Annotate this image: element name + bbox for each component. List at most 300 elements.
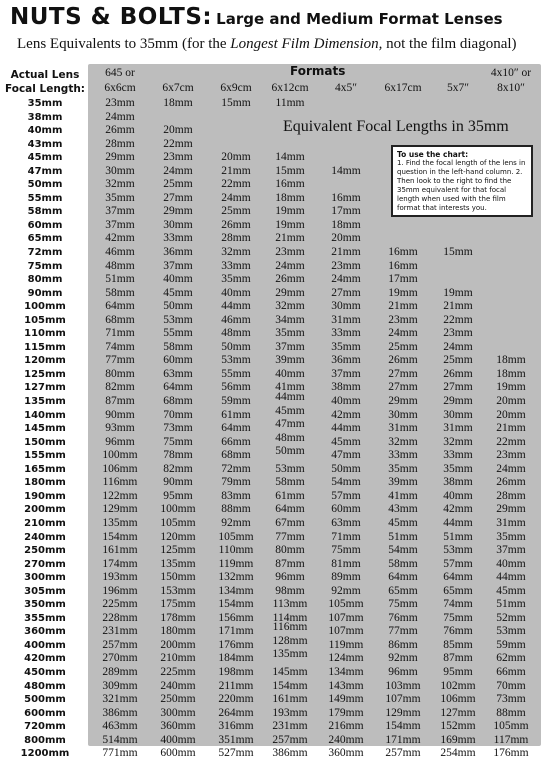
equivalent-cell: 28mm (496, 489, 526, 502)
equivalent-cell: 129mm (102, 503, 138, 516)
equivalent-cell: 107mm (328, 611, 364, 624)
equivalent-cell: 23mm (388, 313, 418, 326)
subtitle-a: Lens Equivalents to 35mm (for the (17, 36, 231, 52)
equivalent-cell: 56mm (221, 381, 251, 394)
equivalent-cell: 196mm (102, 584, 138, 597)
equivalent-cell: 66mm (221, 435, 251, 448)
equivalent-cell: 176mm (493, 747, 529, 760)
equivalent-cell: 240mm (328, 733, 364, 746)
equivalent-cell: 270mm (102, 652, 138, 665)
equivalent-cell: 32mm (388, 435, 418, 448)
equivalent-cell: 85mm (443, 638, 473, 651)
equivalent-cell: 77mm (275, 530, 305, 543)
equivalent-cell: 23mm (443, 327, 473, 340)
table-row (0, 720, 552, 734)
table-row (0, 178, 552, 192)
equivalent-cell: 19mm (388, 286, 418, 299)
equivalent-cell: 19mm (443, 286, 473, 299)
lens-focal-length: 80mm (27, 274, 63, 286)
equivalent-cell: 117mm (493, 733, 529, 746)
lens-focal-length: 305mm (24, 585, 66, 597)
equivalent-cell: 82mm (163, 462, 193, 475)
equivalent-cell: 31mm (496, 516, 526, 529)
equivalent-cell: 88mm (496, 706, 526, 719)
column-header (263, 67, 317, 97)
equivalent-cell: 32mm (443, 435, 473, 448)
equivalent-cell: 20mm (331, 232, 361, 245)
equivalent-cell: 17mm (388, 273, 418, 286)
equivalent-cell: 120mm (160, 530, 196, 543)
equivalent-cell: 45mm (331, 435, 361, 448)
table-row (0, 246, 552, 260)
lens-focal-length: 720mm (24, 721, 66, 733)
page-title (10, 4, 503, 30)
equivalent-cell: 35mm (331, 340, 361, 353)
equivalent-cell: 58mm (163, 340, 193, 353)
equivalent-cell: 60mm (163, 354, 193, 367)
equivalent-cell: 73mm (496, 693, 526, 706)
table-row (0, 314, 552, 328)
equivalent-cell: 156mm (218, 611, 254, 624)
equivalent-cell: 61mm (275, 489, 305, 502)
lens-focal-length: 500mm (24, 694, 66, 706)
equivalent-cell: 35mm (388, 462, 418, 475)
equivalent-cell: 152mm (440, 720, 476, 733)
equivalent-cell: 174mm (102, 557, 138, 570)
equivalent-cell: 18mm (496, 354, 526, 367)
table-row (0, 544, 552, 558)
lens-column-header (2, 68, 88, 96)
equivalent-cell: 113mm (272, 598, 308, 611)
equivalent-cell: 14mm (331, 164, 361, 177)
equivalent-cell: 20mm (163, 124, 193, 137)
equivalent-cell: 30mm (163, 218, 193, 231)
table-row (0, 341, 552, 355)
subtitle-b: Longest Film Dimension, (230, 36, 383, 52)
equivalent-cell: 37mm (163, 259, 193, 272)
equivalent-cell: 18mm (163, 97, 193, 109)
equivalent-cell: 80mm (105, 367, 135, 380)
column-header-line2: 6x17cm (384, 82, 422, 94)
equivalent-cell: 82mm (105, 381, 135, 394)
equivalent-cell: 26mm (105, 124, 135, 137)
equivalent-cell: 74mm (105, 340, 135, 353)
lens-focal-length: 155mm (24, 450, 66, 462)
equivalent-cell: 80mm (275, 544, 305, 557)
equivalent-cell: 24mm (221, 191, 251, 204)
lens-focal-length: 210mm (24, 517, 66, 529)
equivalent-cell: 24mm (388, 327, 418, 340)
equivalent-cell: 29mm (105, 151, 135, 164)
equivalent-cell: 53mm (275, 462, 305, 475)
equivalent-cell: 30mm (331, 300, 361, 313)
equivalent-cell: 15mm (275, 164, 305, 177)
equivalent-cell: 64mm (163, 381, 193, 394)
equivalent-cell: 63mm (331, 516, 361, 529)
equivalent-cell: 100mm (102, 449, 138, 462)
lens-focal-length: 190mm (24, 490, 66, 502)
equivalent-cell: 53mm (221, 354, 251, 367)
equivalent-cell: 178mm (160, 611, 196, 624)
equivalent-cell: 54mm (331, 476, 361, 489)
equivalent-cell: 45mm (388, 516, 418, 529)
equivalent-cell: 87mm (275, 557, 305, 570)
equivalent-cell: 93mm (105, 422, 135, 435)
column-header-line1 (209, 67, 263, 80)
equivalent-cell: 41mm (388, 489, 418, 502)
equivalent-cell: 193mm (102, 571, 138, 584)
equivalent-cell: 65mm (443, 584, 473, 597)
lens-focal-length: 55mm (27, 192, 63, 204)
equivalent-cell: 19mm (275, 205, 305, 218)
equivalent-cell: 29mm (496, 503, 526, 516)
equivalent-cell: 59mm (496, 638, 526, 651)
table-row (0, 260, 552, 274)
table-row (0, 165, 552, 179)
equivalent-cell: 264mm (218, 706, 254, 719)
equivalent-cell: 75mm (163, 435, 193, 448)
equivalent-cell: 125mm (160, 544, 196, 557)
column-header-line1 (151, 67, 205, 80)
equivalent-cell: 134mm (218, 584, 254, 597)
lens-focal-length: 105mm (24, 314, 66, 326)
equivalent-cell: 35mm (443, 462, 473, 475)
equivalent-cell: 64mm (275, 503, 305, 516)
equivalent-cell: 29mm (163, 205, 193, 218)
equivalent-cell: 89mm (331, 571, 361, 584)
equivalent-cell: 50mm (275, 445, 305, 458)
equivalent-cell: 135mm (272, 648, 308, 661)
equivalent-cell: 22mm (163, 137, 193, 150)
equivalent-cell: 92mm (331, 584, 361, 597)
equivalent-cell: 171mm (218, 625, 254, 638)
lens-focal-length: 45mm (27, 152, 63, 164)
equivalent-cell: 161mm (272, 693, 308, 706)
equivalent-cell: 29mm (388, 395, 418, 408)
equivalent-cell: 72mm (221, 462, 251, 475)
table-row (0, 368, 552, 382)
column-header (209, 67, 263, 97)
equivalent-cell: 105mm (493, 720, 529, 733)
equivalent-cell: 68mm (105, 313, 135, 326)
lens-focal-length: 270mm (24, 558, 66, 570)
table-row (0, 192, 552, 206)
equivalent-cell: 39mm (275, 354, 305, 367)
table-row (0, 219, 552, 233)
equivalent-cell: 21mm (275, 232, 305, 245)
table-row (0, 232, 552, 246)
equivalent-cell: 119mm (218, 557, 254, 570)
equivalent-cell: 40mm (443, 489, 473, 502)
equivalent-cell: 400mm (160, 733, 196, 746)
equivalent-cell: 48mm (275, 431, 305, 444)
equivalent-cell: 51mm (443, 530, 473, 543)
table-row (0, 273, 552, 287)
equivalent-cell: 53mm (163, 313, 193, 326)
equivalent-cell: 67mm (275, 516, 305, 529)
lens-focal-length: 127mm (24, 382, 66, 394)
equivalent-cell: 57mm (331, 489, 361, 502)
equivalent-cell: 24mm (331, 273, 361, 286)
equivalent-cell: 257mm (385, 747, 421, 760)
lens-focal-length: 250mm (24, 545, 66, 557)
equivalent-cell: 29mm (275, 286, 305, 299)
equivalent-cell: 21mm (443, 300, 473, 313)
equivalent-cell: 35mm (221, 273, 251, 286)
equivalent-cell: 254mm (440, 747, 476, 760)
equivalent-cell: 44mm (221, 300, 251, 313)
equivalent-cell: 30mm (105, 164, 135, 177)
equivalent-cell: 154mm (385, 720, 421, 733)
equivalent-cell: 21mm (496, 422, 526, 435)
equivalent-cell: 289mm (102, 665, 138, 678)
equivalent-cell: 20mm (496, 395, 526, 408)
lens-focal-length: 110mm (24, 328, 66, 340)
table-row (0, 287, 552, 301)
equivalent-cell: 64mm (388, 571, 418, 584)
equivalent-cell: 79mm (221, 476, 251, 489)
equivalent-cell: 76mm (443, 625, 473, 638)
equivalent-cell: 386mm (272, 747, 308, 760)
equivalent-cell: 228mm (102, 611, 138, 624)
equivalent-cell: 27mm (331, 286, 361, 299)
lens-header-line1: Actual Lens (10, 69, 80, 81)
equivalent-cell: 463mm (102, 720, 138, 733)
lens-focal-length: 1200mm (20, 748, 70, 760)
lens-focal-length: 50mm (27, 179, 63, 191)
equivalent-cell: 175mm (160, 598, 196, 611)
column-header-line2: 5x7″ (446, 82, 470, 94)
column-header (151, 67, 205, 97)
equivalent-cell: 51mm (496, 598, 526, 611)
table-row (0, 97, 552, 111)
equivalent-cell: 150mm (160, 571, 196, 584)
equivalent-cell: 124mm (328, 652, 364, 665)
equivalent-cell: 60mm (331, 503, 361, 516)
equivalent-cell: 360mm (328, 747, 364, 760)
table-row (0, 151, 552, 165)
equivalent-cell: 34mm (275, 313, 305, 326)
column-header-line2: 6x12cm (271, 82, 309, 94)
equivalent-cell: 116mm (102, 476, 138, 489)
table-row (0, 585, 552, 599)
equivalent-cell: 96mm (105, 435, 135, 448)
equivalent-cell: 18mm (331, 218, 361, 231)
equivalent-cell: 105mm (328, 598, 364, 611)
column-header-line1 (319, 67, 373, 80)
equivalent-cell: 57mm (443, 557, 473, 570)
usage-note-body: 1. Find the focal length of the lens in question in the left-hand column. 2. Then look to the right to find the 35mm equivalent for that focal length when used with the film format that interests you. (397, 159, 526, 212)
equivalent-cell: 37mm (275, 340, 305, 353)
equivalent-cell: 135mm (160, 557, 196, 570)
equivalent-cell: 33mm (331, 327, 361, 340)
equivalent-cell: 54mm (388, 544, 418, 557)
equivalent-label: Equivalent Focal Lengths in 35mm (283, 118, 509, 135)
equivalent-cell: 153mm (160, 584, 196, 597)
equivalent-cell: 134mm (328, 665, 364, 678)
equivalent-cell: 74mm (443, 598, 473, 611)
equivalent-cell: 24mm (443, 340, 473, 353)
lens-focal-length: 75mm (27, 260, 63, 272)
equivalent-cell: 73mm (163, 422, 193, 435)
equivalent-cell: 44mm (331, 422, 361, 435)
equivalent-cell: 600mm (160, 747, 196, 760)
table-row (0, 503, 552, 517)
equivalent-cell: 316mm (218, 720, 254, 733)
equivalent-cell: 28mm (105, 137, 135, 150)
equivalent-cell: 41mm (275, 381, 305, 394)
equivalent-cell: 42mm (331, 408, 361, 421)
equivalent-cell: 31mm (388, 422, 418, 435)
equivalent-cell: 26mm (388, 354, 418, 367)
equivalent-cell: 210mm (160, 652, 196, 665)
equivalent-cell: 193mm (272, 706, 308, 719)
equivalent-cell: 95mm (443, 665, 473, 678)
column-header-line2: 6x7cm (162, 82, 194, 94)
equivalent-cell: 309mm (102, 679, 138, 692)
equivalent-cell: 240mm (160, 679, 196, 692)
equivalent-cell: 70mm (496, 679, 526, 692)
equivalent-cell: 200mm (160, 638, 196, 651)
equivalent-cell: 129mm (385, 706, 421, 719)
equivalent-cell: 19mm (496, 381, 526, 394)
equivalent-cell: 42mm (105, 232, 135, 245)
equivalent-cell: 47mm (275, 418, 305, 431)
equivalent-cell: 25mm (221, 205, 251, 218)
lens-focal-length: 140mm (24, 409, 66, 421)
equivalent-cell: 19mm (275, 218, 305, 231)
equivalent-cell: 37mm (331, 367, 361, 380)
equivalent-cell: 127mm (440, 706, 476, 719)
equivalent-cell: 30mm (443, 408, 473, 421)
equivalent-cell: 53mm (443, 544, 473, 557)
equivalent-cell: 44mm (443, 516, 473, 529)
column-header-line2: 8x10″ (497, 82, 525, 94)
equivalent-cell: 106mm (102, 462, 138, 475)
equivalent-cell: 37mm (105, 205, 135, 218)
equivalent-cell: 231mm (272, 720, 308, 733)
equivalent-cell: 257mm (272, 733, 308, 746)
column-header (433, 67, 483, 97)
equivalent-cell: 128mm (272, 634, 308, 647)
table-row (0, 517, 552, 531)
equivalent-cell: 75mm (443, 611, 473, 624)
equivalent-cell: 154mm (218, 598, 254, 611)
equivalent-cell: 38mm (443, 476, 473, 489)
equivalent-cell: 198mm (218, 665, 254, 678)
equivalent-cell: 75mm (388, 598, 418, 611)
title-main: NUTS & BOLTS: (10, 4, 213, 30)
equivalent-cell: 71mm (105, 327, 135, 340)
lens-focal-length: 58mm (27, 206, 63, 218)
equivalent-cell: 90mm (105, 408, 135, 421)
equivalent-cell: 48mm (221, 327, 251, 340)
table-row (0, 666, 552, 680)
equivalent-cell: 16mm (388, 246, 418, 259)
equivalent-cell: 29mm (443, 395, 473, 408)
table-row (0, 734, 552, 748)
lens-table (0, 97, 552, 761)
equivalent-cell: 25mm (163, 178, 193, 191)
equivalent-cell: 143mm (328, 679, 364, 692)
subtitle (17, 36, 517, 53)
equivalent-cell: 24mm (163, 164, 193, 177)
equivalent-cell: 22mm (443, 313, 473, 326)
equivalent-cell: 21mm (331, 246, 361, 259)
equivalent-cell: 27mm (388, 381, 418, 394)
equivalent-cell: 88mm (221, 503, 251, 516)
equivalent-cell: 132mm (218, 571, 254, 584)
equivalent-cell: 360mm (160, 720, 196, 733)
title-rest: Large and Medium Format Lenses (216, 10, 503, 28)
lens-focal-length: 165mm (24, 463, 66, 475)
table-row (0, 680, 552, 694)
equivalent-cell: 98mm (275, 584, 305, 597)
equivalent-cell: 64mm (443, 571, 473, 584)
equivalent-cell: 87mm (105, 395, 135, 408)
lens-focal-length: 360mm (24, 626, 66, 638)
lens-focal-length: 350mm (24, 599, 66, 611)
equivalent-cell: 92mm (388, 652, 418, 665)
table-row (0, 648, 552, 666)
equivalent-cell: 107mm (385, 693, 421, 706)
equivalent-cell: 95mm (163, 489, 193, 502)
column-header-line1: 645 or (105, 67, 135, 79)
lens-focal-length: 480mm (24, 680, 66, 692)
lens-focal-length: 65mm (27, 233, 63, 245)
equivalent-cell: 35mm (275, 327, 305, 340)
equivalent-cell: 39mm (388, 476, 418, 489)
table-row (0, 707, 552, 721)
equivalent-cell: 96mm (388, 665, 418, 678)
equivalent-cell: 35mm (496, 530, 526, 543)
lens-focal-length: 72mm (27, 247, 63, 259)
lens-focal-length: 35mm (27, 98, 63, 109)
equivalent-cell: 90mm (163, 476, 193, 489)
equivalent-cell: 105mm (218, 530, 254, 543)
equivalent-cell: 225mm (102, 598, 138, 611)
equivalent-cell: 53mm (496, 625, 526, 638)
equivalent-cell: 231mm (102, 625, 138, 638)
equivalent-cell: 16mm (388, 259, 418, 272)
equivalent-cell: 28mm (221, 232, 251, 245)
equivalent-cell: 45mm (275, 404, 305, 417)
equivalent-cell: 24mm (496, 462, 526, 475)
equivalent-cell: 23mm (105, 97, 135, 109)
equivalent-cell: 351mm (218, 733, 254, 746)
equivalent-cell: 31mm (443, 422, 473, 435)
equivalent-cell: 386mm (102, 706, 138, 719)
equivalent-cell: 21mm (388, 300, 418, 313)
lens-focal-length: 450mm (24, 666, 66, 678)
equivalent-cell: 135mm (102, 516, 138, 529)
equivalent-cell: 26mm (496, 476, 526, 489)
equivalent-cell: 64mm (105, 300, 135, 313)
lens-focal-length: 355mm (24, 612, 66, 624)
lens-focal-length: 90mm (27, 287, 63, 299)
equivalent-cell: 26mm (221, 218, 251, 231)
lens-focal-length: 400mm (24, 639, 66, 651)
equivalent-cell: 40mm (331, 395, 361, 408)
lens-focal-length: 150mm (24, 436, 66, 448)
equivalent-cell: 106mm (440, 693, 476, 706)
equivalent-cell: 176mm (218, 638, 254, 651)
column-header-line1 (263, 67, 317, 80)
table-row (0, 490, 552, 504)
lens-focal-length: 60mm (27, 219, 63, 231)
column-header-line2: 6x9cm (220, 82, 252, 94)
equivalent-cell: 24mm (275, 259, 305, 272)
